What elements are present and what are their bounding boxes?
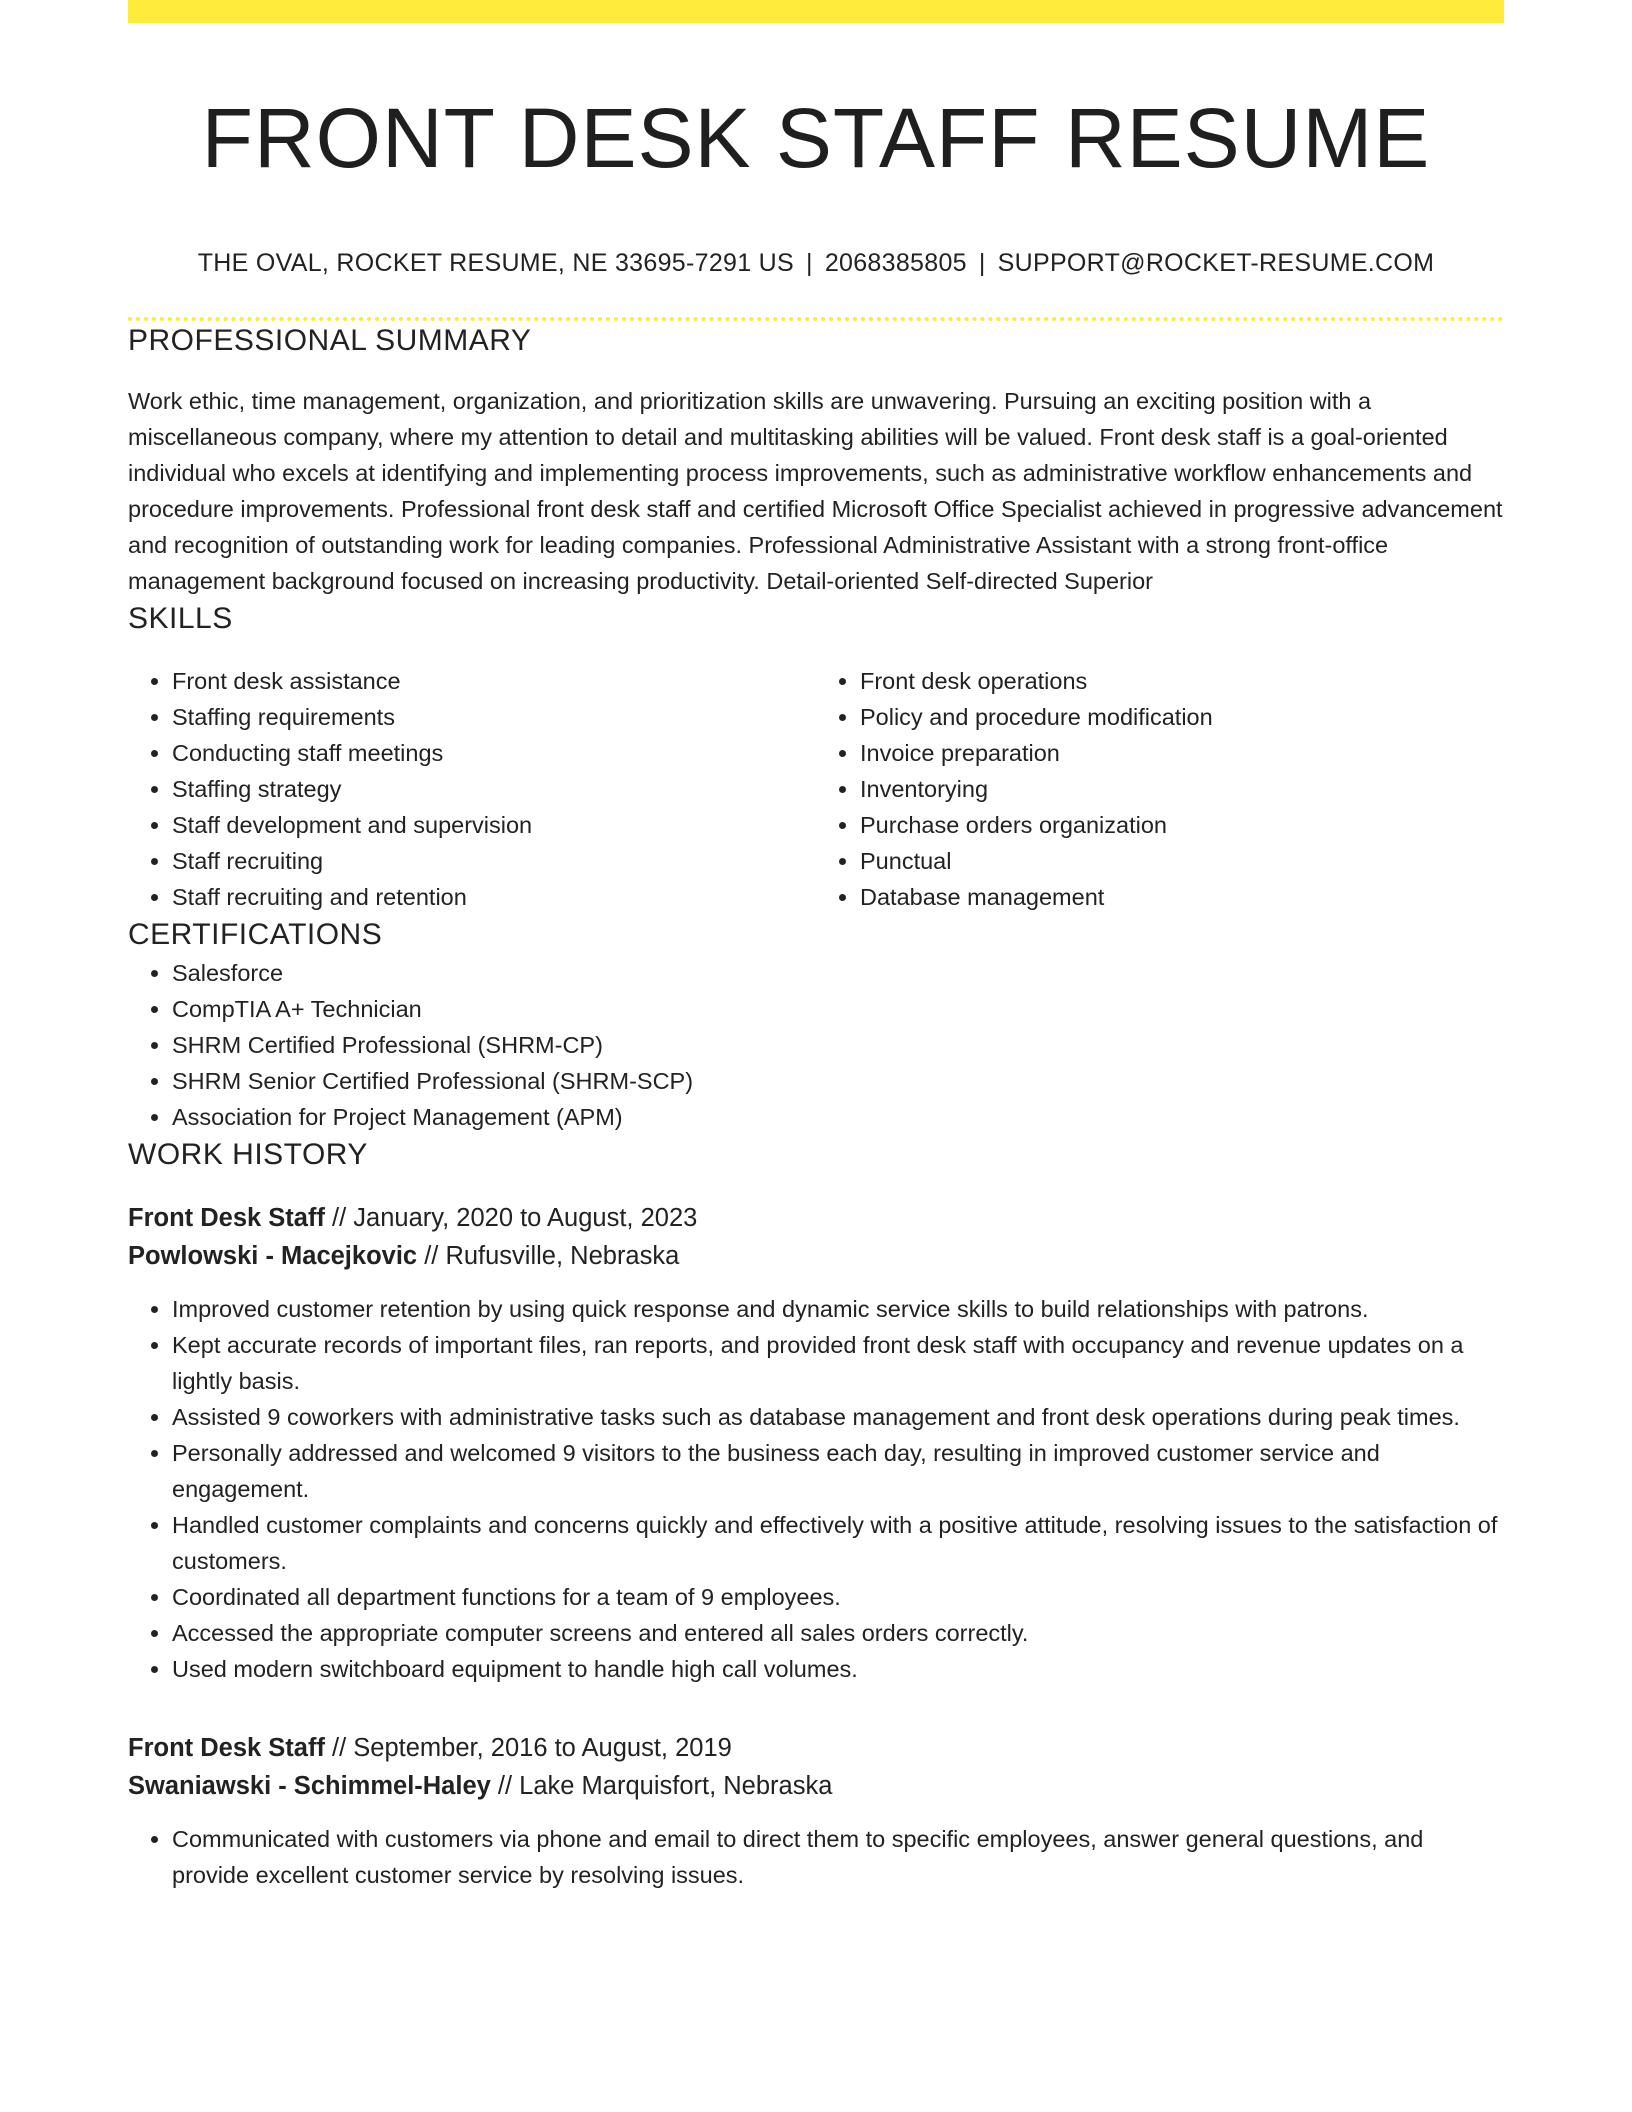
summary-text: Work ethic, time management, organization, and prioritization skills are unwavering. Pursuing an exciting position with a miscellaneous company, where my attention to detail and multitasking abilities will be valued. Front desk staff is a goal-oriented individual who excels at identifying and implementing process improvements, such as administrative workflow enhancements and procedure improvements. Professional front desk staff and certified Microsoft Office Specialist achieved in progressive advancement and recognition of outstanding work for leading companies. Professional Administrative Assistant with a strong front-office management background focused on increasing productivity. Detail-oriented Self-directed Superior (128, 388, 1503, 594)
skills-heading: SKILLS (128, 602, 233, 635)
skill-item: • Front desk assistance (172, 663, 816, 699)
job-bullet: • Improved customer retention by using quick response and dynamic service skills to build relationships with patrons. (172, 1291, 1504, 1327)
skill-item: • Staffing requirements (172, 699, 816, 735)
certification-item: • SHRM Senior Certified Professional (SHRM-SCP) (172, 1063, 1504, 1099)
contact-phone: 2068385805 (824, 249, 967, 277)
job-company-line (128, 1767, 1504, 1805)
job-company: Powlowski - Macejkovic (128, 1242, 418, 1270)
job-bullets (128, 1291, 1504, 1687)
skill-item: • Staff development and supervision (172, 807, 816, 843)
job-bullet: • Personally addressed and welcomed 9 visitors to the business each day, resulting in improved customer service and engagement. (172, 1435, 1504, 1507)
certification-item: • CompTIA A+ Technician (172, 991, 1504, 1027)
job-company-line (128, 1237, 1504, 1275)
skill-item: • Staff recruiting and retention (172, 879, 816, 915)
contact-email: SUPPORT@ROCKET-RESUME.COM (997, 249, 1435, 277)
job-dates: // January, 2020 to August, 2023 (324, 1204, 698, 1232)
contact-separator: | (806, 249, 813, 277)
skill-item: • Staff recruiting (172, 843, 816, 879)
skill-item: • Policy and procedure modification (860, 699, 1504, 735)
resume-content (128, 23, 1504, 1893)
skill-item: • Inventorying (860, 771, 1504, 807)
contact-separator: | (978, 249, 986, 277)
skill-item: • Invoice preparation (860, 735, 1504, 771)
job-role: Front Desk Staff (128, 1204, 325, 1232)
contact-address: THE OVAL, ROCKET RESUME, NE 33695-7291 US (197, 249, 795, 277)
job-bullet: • Accessed the appropriate computer screens and entered all sales orders correctly. (172, 1615, 1504, 1651)
certifications-heading: CERTIFICATIONS (128, 918, 383, 951)
certification-item: • SHRM Certified Professional (SHRM-CP) (172, 1027, 1504, 1063)
job-entry (128, 1729, 1504, 1893)
job-company: Swaniawski - Schimmel-Haley (128, 1772, 491, 1800)
job-bullet: • Coordinated all department functions for a team of 9 employees. (172, 1579, 1504, 1615)
job-location: // Rufusville, Nebraska (417, 1242, 680, 1270)
certification-item: • Salesforce (172, 955, 1504, 991)
job-bullet: • Assisted 9 coworkers with administrative tasks such as database management and front desk operations during peak times. (172, 1399, 1504, 1435)
skill-item: • Front desk operations (860, 663, 1504, 699)
job-title-line (128, 1729, 1504, 1767)
job-bullet: • Kept accurate records of important files, ran reports, and provided front desk staff with occupancy and revenue updates on a lightly basis. (172, 1327, 1504, 1399)
resume-title: FRONT DESK STAFF RESUME (201, 91, 1431, 185)
skill-item: • Punctual (860, 843, 1504, 879)
job-bullet: • Used modern switchboard equipment to handle high call volumes. (172, 1651, 1504, 1687)
summary-heading: PROFESSIONAL SUMMARY (128, 324, 532, 357)
skill-item: • Staffing strategy (172, 771, 816, 807)
job-bullet: • Communicated with customers via phone and email to direct them to specific employees, answer general questions, and provide excellent customer service by resolving issues. (172, 1821, 1504, 1893)
job-title-line (128, 1199, 1504, 1237)
skill-item: • Purchase orders organization (860, 807, 1504, 843)
skills-list-right (816, 663, 1504, 915)
work-history-heading: WORK HISTORY (128, 1138, 368, 1171)
job-entry (128, 1199, 1504, 1687)
job-bullets (128, 1821, 1504, 1893)
job-role: Front Desk Staff (128, 1734, 325, 1762)
skills-columns (128, 663, 1504, 915)
skills-list-left (128, 663, 816, 915)
job-bullet: • Handled customer complaints and concerns quickly and effectively with a positive attitude, resolving issues to the satisfaction of customers. (172, 1507, 1504, 1579)
skill-item: • Database management (860, 879, 1504, 915)
job-location: // Lake Marquisfort, Nebraska (490, 1772, 833, 1800)
certifications-list (128, 955, 1504, 1135)
skill-item: • Conducting staff meetings (172, 735, 816, 771)
job-dates: // September, 2016 to August, 2019 (324, 1734, 732, 1762)
accent-top-bar (128, 0, 1504, 23)
certification-item: • Association for Project Management (APM) (172, 1099, 1504, 1135)
contact-line (128, 245, 1504, 281)
